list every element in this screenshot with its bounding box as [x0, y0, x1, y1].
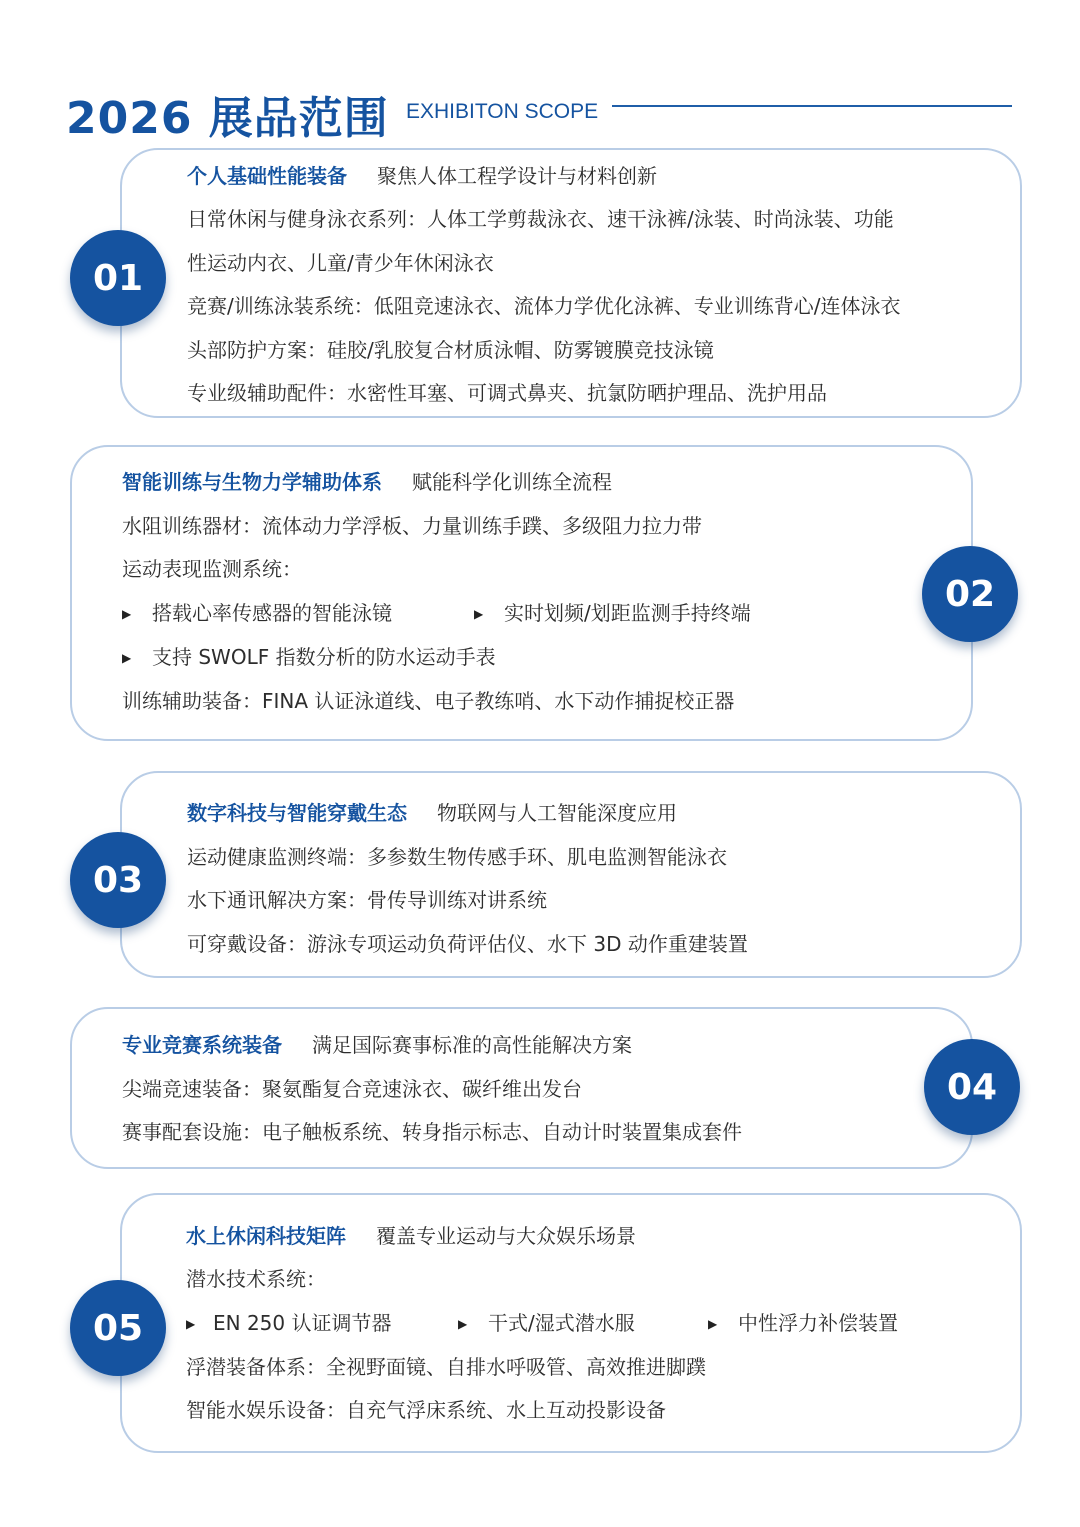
- section-heading-row-04: [122, 1032, 632, 1058]
- section-heading: 水上休闲科技矩阵: [186, 1224, 346, 1248]
- section-line: 运动健康监测终端：多参数生物传感手环、肌电监测智能泳衣: [187, 845, 727, 869]
- page-subtitle: EXHIBITON SCOPE: [406, 100, 599, 123]
- bullet-text: 干式/湿式潜水服: [488, 1311, 635, 1335]
- section-line: 浮潜装备体系：全视野面镜、自排水呼吸管、高效推进脚蹼: [186, 1355, 706, 1379]
- section-heading-row-03: [187, 800, 677, 826]
- section-line: 日常休闲与健身泳衣系列：人体工学剪裁泳衣、速干泳裤/泳装、时尚泳装、功能: [187, 207, 894, 231]
- section-tagline: 赋能科学化训练全流程: [412, 470, 612, 494]
- bullet-item: [458, 1310, 635, 1337]
- section-tagline: 满足国际赛事标准的高性能解决方案: [312, 1033, 632, 1057]
- section-line: 潜水技术系统：: [186, 1267, 326, 1291]
- section-number-badge-04: 04: [924, 1039, 1020, 1135]
- section-line: 智能水娱乐设备：自充气浮床系统、水上互动投影设备: [186, 1398, 666, 1422]
- section-line: 头部防护方案：硅胶/乳胶复合材质泳帽、防雾镀膜竞技泳镜: [187, 338, 714, 362]
- section-number-badge-03: 03: [70, 832, 166, 928]
- section-heading-row-02: [122, 469, 612, 495]
- section-number-badge-05: 05: [70, 1280, 166, 1376]
- bullet-text: 搭载心率传感器的智能泳镜: [152, 601, 392, 625]
- bullet-text: 实时划频/划距监测手持终端: [504, 601, 751, 625]
- section-tagline: 聚焦人体工程学设计与材料创新: [377, 164, 657, 188]
- section-heading-row-05: [186, 1223, 636, 1249]
- section-line: 运动表现监测系统：: [122, 557, 302, 581]
- section-tagline: 覆盖专业运动与大众娱乐场景: [376, 1224, 636, 1248]
- bullet-triangle-icon: ▶: [708, 1317, 718, 1331]
- bullet-text: 中性浮力补偿装置: [738, 1311, 898, 1335]
- section-line: 性运动内衣、儿童/青少年休闲泳衣: [187, 251, 494, 275]
- section-line: 可穿戴设备：游泳专项运动负荷评估仪、水下 3D 动作重建装置: [187, 932, 748, 956]
- section-line: 水下通讯解决方案：骨传导训练对讲系统: [187, 888, 547, 912]
- page-title: 2026 展品范围: [66, 93, 389, 144]
- section-line: 尖端竞速装备：聚氨酯复合竞速泳衣、碳纤维出发台: [122, 1077, 582, 1101]
- header-divider: [612, 105, 1012, 107]
- section-heading-row-01: [187, 163, 657, 189]
- bullet-text: 支持 SWOLF 指数分析的防水运动手表: [152, 645, 496, 669]
- bullet-triangle-icon: ▶: [122, 651, 132, 665]
- bullet-item: [474, 600, 751, 627]
- section-line: 竞赛/训练泳装系统：低阻竞速泳衣、流体力学优化泳裤、专业训练背心/连体泳衣: [187, 294, 901, 318]
- section-tagline: 物联网与人工智能深度应用: [437, 801, 677, 825]
- bullet-text: EN 250 认证调节器: [213, 1311, 392, 1335]
- bullet-item: [122, 644, 496, 671]
- section-line: 赛事配套设施：电子触板系统、转身指示标志、自动计时装置集成套件: [122, 1120, 742, 1144]
- bullet-triangle-icon: ▶: [122, 607, 132, 621]
- section-number-badge-02: 02: [922, 546, 1018, 642]
- section-heading: 数字科技与智能穿戴生态: [187, 801, 407, 825]
- section-heading: 智能训练与生物力学辅助体系: [122, 470, 382, 494]
- bullet-item: [122, 600, 392, 627]
- section-heading: 专业竞赛系统装备: [122, 1033, 282, 1057]
- bullet-item: [708, 1310, 898, 1337]
- section-line: 专业级辅助配件：水密性耳塞、可调式鼻夹、抗氯防晒护理品、洗护用品: [187, 381, 827, 405]
- bullet-item: [186, 1310, 392, 1337]
- section-line: 水阻训练器材：流体动力学浮板、力量训练手蹼、多级阻力拉力带: [122, 514, 702, 538]
- bullet-triangle-icon: ▶: [186, 1317, 196, 1331]
- page-header: [66, 78, 1016, 148]
- section-number-badge-01: 01: [70, 230, 166, 326]
- section-line: 训练辅助装备：FINA 认证泳道线、电子教练哨、水下动作捕捉校正器: [122, 689, 735, 713]
- bullet-triangle-icon: ▶: [458, 1317, 468, 1331]
- section-heading: 个人基础性能装备: [187, 164, 347, 188]
- bullet-triangle-icon: ▶: [474, 607, 484, 621]
